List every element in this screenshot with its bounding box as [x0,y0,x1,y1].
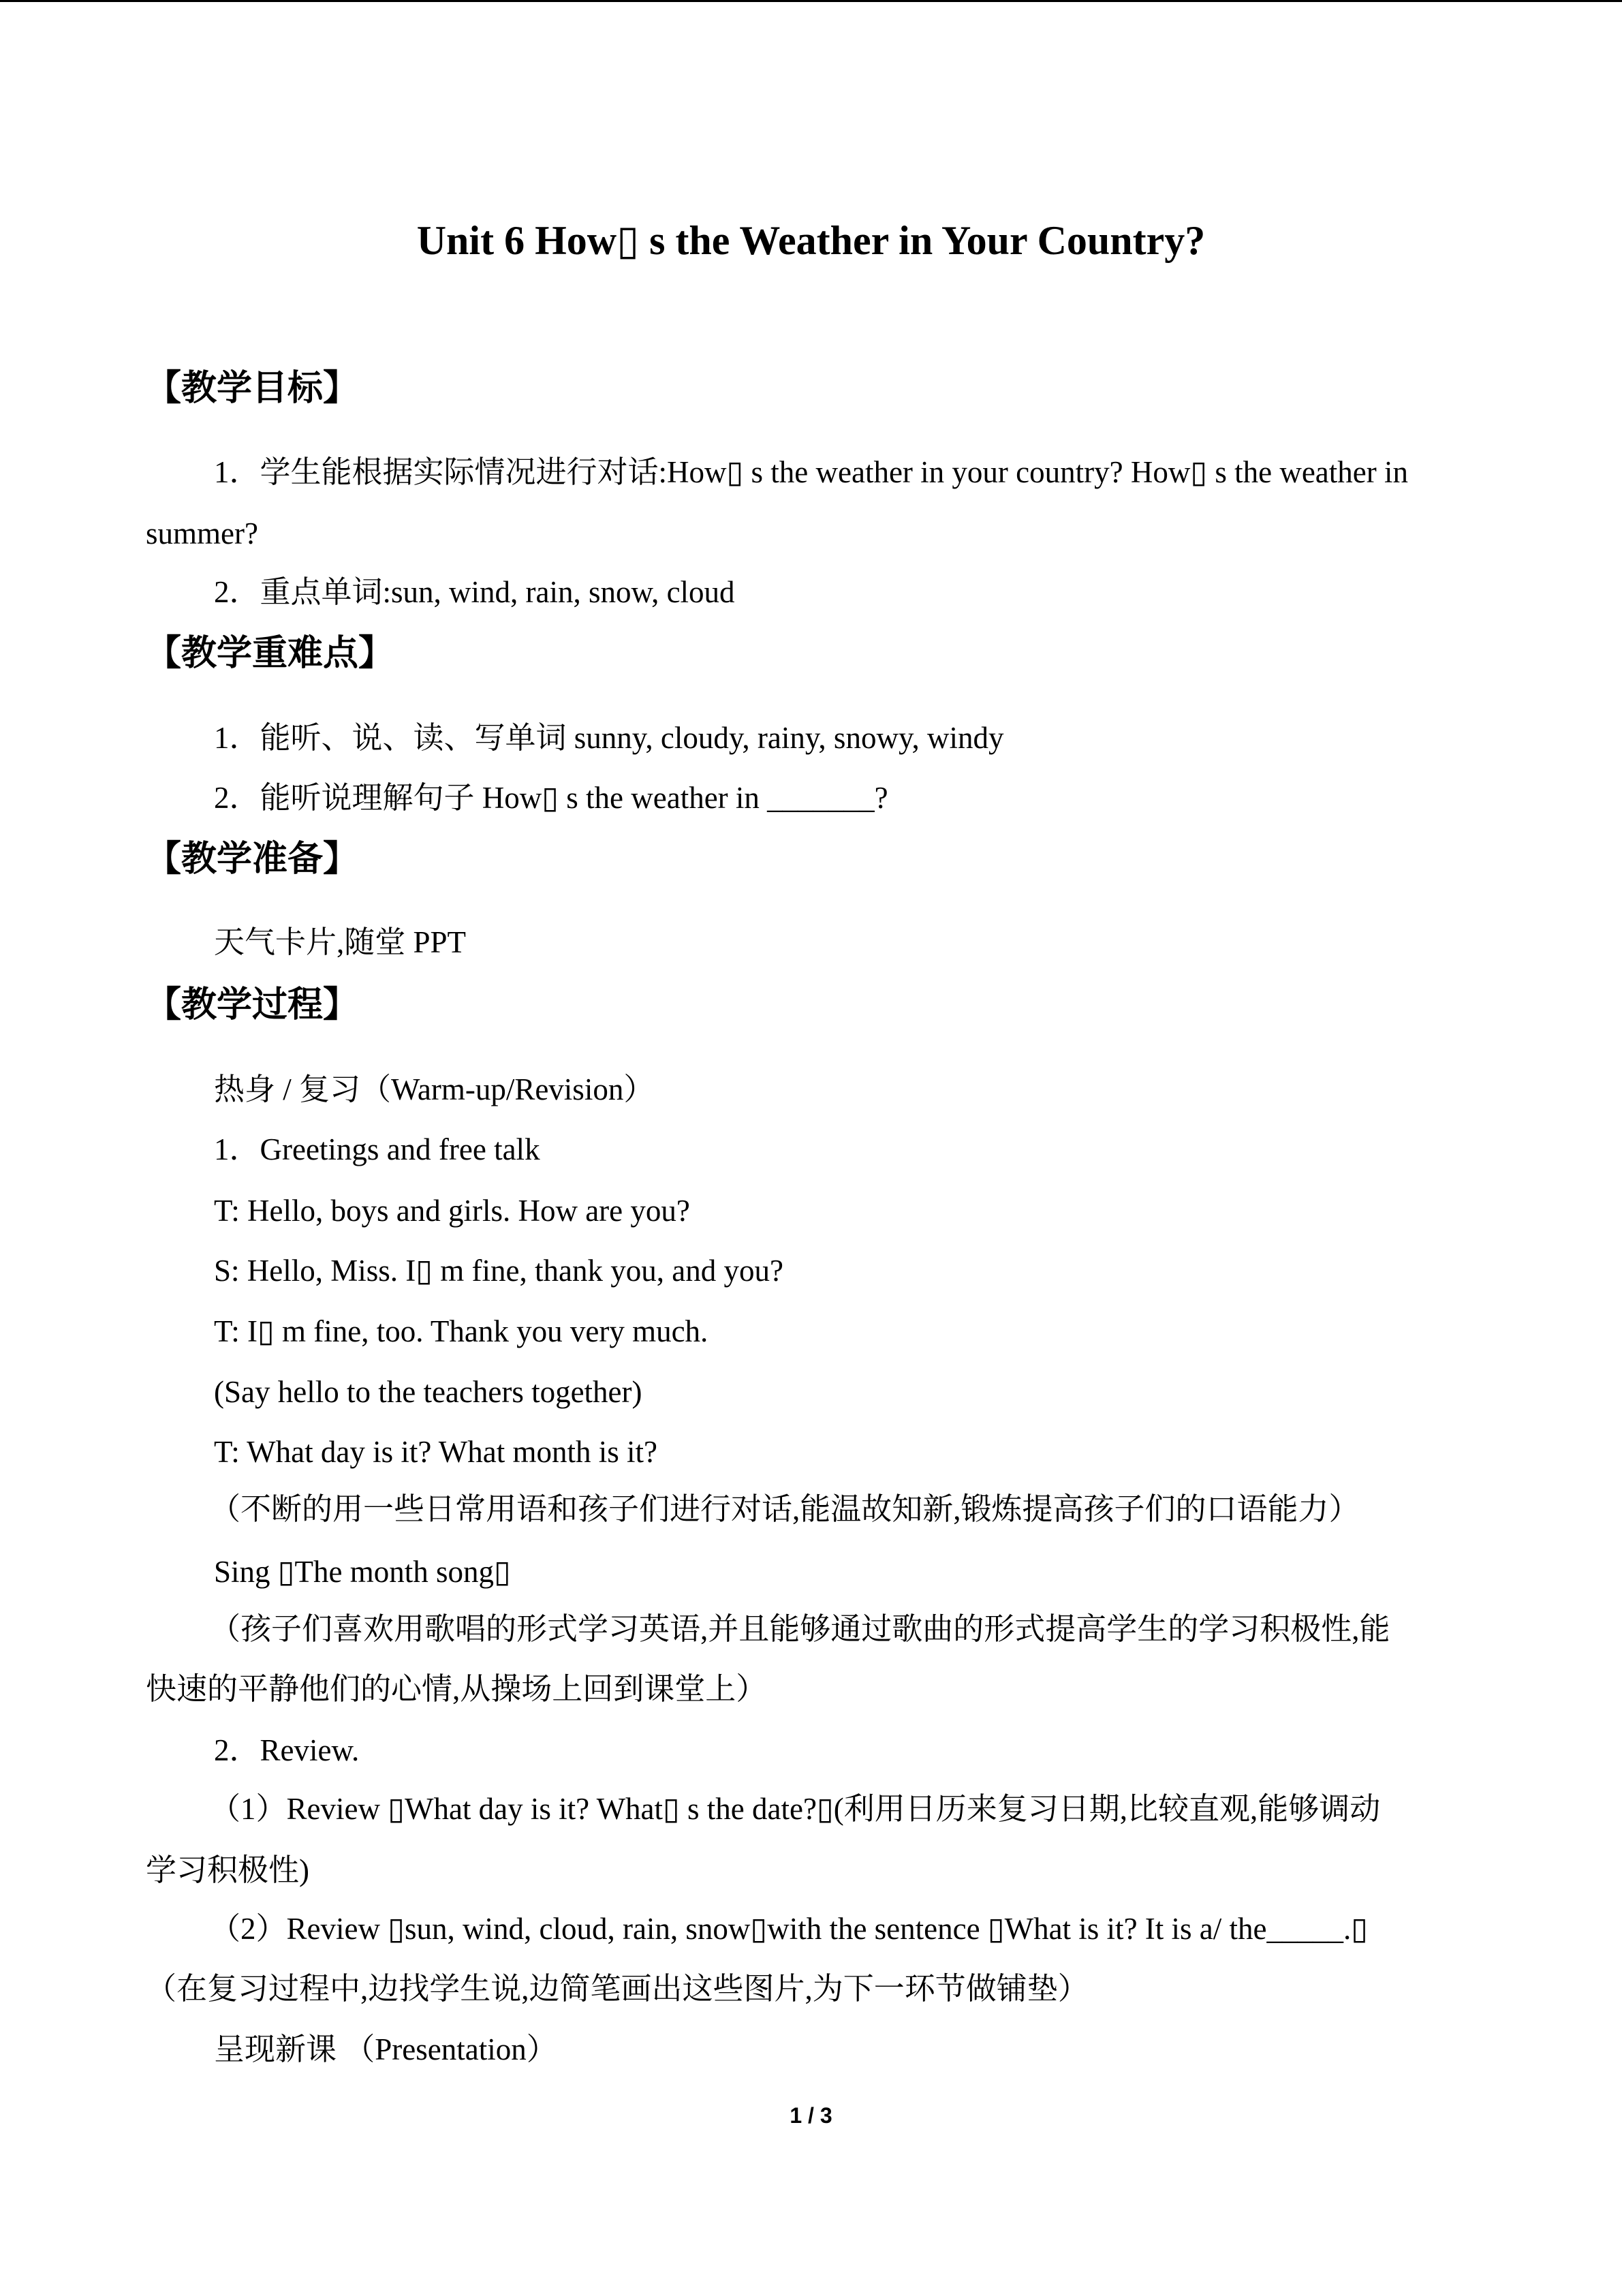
process-line: 呈现新课 （Presentation） [214,2032,557,2066]
process-line: 热身 / 复习（Warm-up/Revision） [214,1072,655,1106]
goals-line-3: 2．重点单词:sun, wind, rain, snow, cloud [214,575,735,609]
document-title: Unit 6 How▯ s the Weather in Your Country? [416,218,1206,263]
process-line: 2．Review. [214,1733,360,1767]
process-line: 学习积极性) [146,1853,309,1887]
preparation-line-1: 天气卡片,随堂 PPT [214,925,467,959]
process-line: T: What day is it? What month is it? [214,1435,657,1469]
process-line: （2）Review ▯sun, wind, cloud, rain, snow▯with the sentence ▯What is it? It is a/ the_____.▯ [210,1912,1369,1946]
process-line: （1）Review ▯What day is it? What▯ s the date?▯(利用日历来复习日期,比较直观,能够调动 [210,1792,1381,1826]
process-line: （在复习过程中,边找学生说,边简笔画出这些图片,为下一环节做铺垫） [146,1972,1089,2006]
document-page [0,2,1622,2296]
goals-line-2: summer? [146,516,258,550]
page-number: 1 / 3 [790,2103,832,2128]
process-line: T: Hello, boys and girls. How are you? [214,1194,690,1228]
process-line: （不断的用一些日常用语和孩子们进行对话,能温故知新,锻炼提高孩子们的口语能力） [210,1492,1360,1526]
process-line: Sing ▯The month song▯ [214,1555,511,1589]
process-line: (Say hello to the teachers together) [214,1375,642,1409]
key-points-line-2: 2．能听说理解句子 How▯ s the weather in _______? [214,781,888,815]
process-line: 1．Greetings and free talk [214,1132,540,1166]
section-heading-preparation: 【教学准备】 [146,839,359,880]
process-line: S: Hello, Miss. I▯ m fine, thank you, and you? [214,1254,783,1288]
section-heading-goals: 【教学目标】 [146,368,359,409]
process-line: T: I▯ m fine, too. Thank you very much. [214,1314,708,1348]
process-line: （孩子们喜欢用歌唱的形式学习英语,并且能够通过歌曲的形式提高学生的学习积极性,能 [210,1612,1390,1646]
section-heading-key-points: 【教学重难点】 [146,633,394,674]
key-points-line-1: 1．能听、说、读、写单词 sunny, cloudy, rainy, snowy, windy [214,721,1004,755]
goals-line-1: 1．学生能根据实际情况进行对话:How▯ s the weather in your country? How▯ s the weather in [214,455,1408,489]
process-line: 快速的平静他们的心情,从操场上回到课堂上） [146,1672,767,1706]
section-heading-process: 【教学过程】 [146,984,359,1025]
